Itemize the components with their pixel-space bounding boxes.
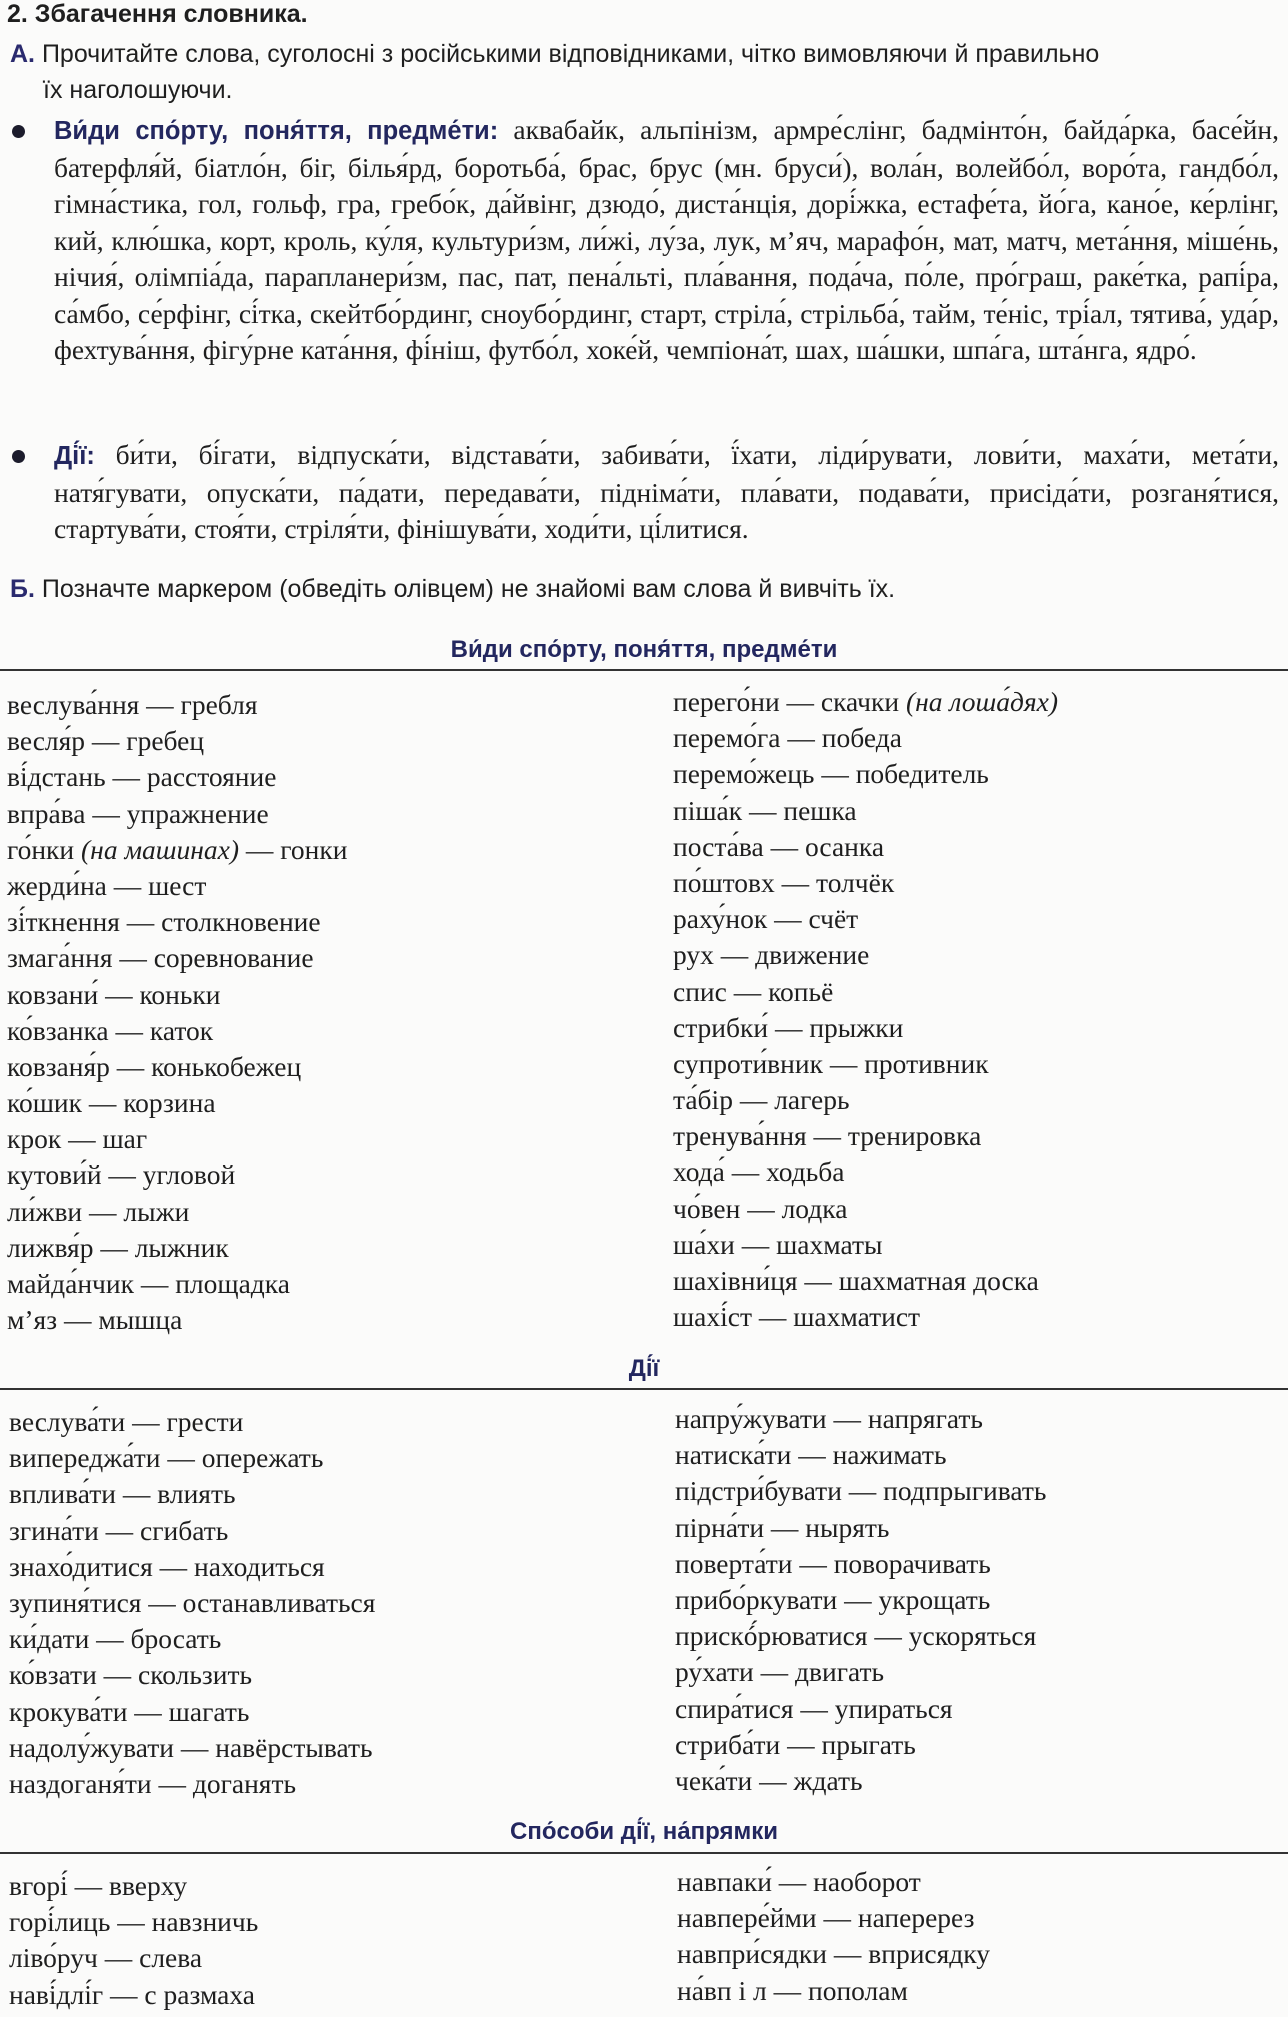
vocab-row: стриба́ти — прыгать xyxy=(675,1728,916,1760)
vocab-row: пірна́ти — нырять xyxy=(675,1511,890,1543)
vocab-row: ковзани́ — коньки xyxy=(7,978,221,1010)
vocab-row: ко́взати — скользить xyxy=(9,1659,253,1691)
vocab-row: підстри́бувати — подпрыгивать xyxy=(675,1475,1047,1507)
vocab-row: майда́нчик — площадка xyxy=(7,1268,290,1299)
table1-right-column xyxy=(673,684,1058,1335)
vocab-row: крокува́ти — шагать xyxy=(9,1695,250,1727)
task-b-text: Позначте маркером (обведіть олівцем) не знайомі вам слова й вивчіть їх. xyxy=(41,575,896,603)
table1-left-column xyxy=(7,687,347,1338)
vocab-row: зі́ткнення — столкновение xyxy=(7,906,321,938)
vocab-row: та́бір — лагерь xyxy=(673,1084,850,1116)
vocab-row: перего́ни — скачки (на лоша́дях) xyxy=(673,686,1059,717)
sport-words-text: аквабайк, альпінізм, армре́слінг, бадмінто́н, байда́рка, басе́йн, батерфля́й, біатло́н, біг, білья́рд, боротьба́, брас, брус (мн. бруси́), вола́н, волейбо́л, воро́та, гандбо́л, гімна́стика, гол, гольф, гра, гребо́к, да́йвінг, дзюдо́, диста́нція, дорі́жка, естафе́та, йо́га, кано́е, ке́рлінг, кий, клю́шка, корт, кроль, ку́ля, культури́зм, ли́жі, лу́за, лук, м’яч, марафо́н, мат, матч, мета́ння, міше́нь, нічия́, олімпіа́да, парапланери́зм, пас, пат, пена́льті, пла́вання, пода́ча, по́ле, про́граш, раке́тка, рапі́ра, са́мбо, се́рфінг, сі́тка, скейтбо́рдинг, сноубо́рдинг, старт, стріла́, стрільба́, тайм, те́ніс, трі́ал, тятива́, уда́р, фехтува́ння, фігу́рне ката́ння, фі́ніш, футбо́л, хоке́й, чемпіона́т, шах, ша́шки, шпа́га, шта́нга, ядро́. xyxy=(54,114,1279,365)
table1-rule xyxy=(0,669,1288,671)
vocab-row: го́нки (на машинах) — гонки xyxy=(7,833,348,865)
vocab-row: вгорі́ — вверху xyxy=(9,1870,188,1901)
vocab-row: крок — шаг xyxy=(7,1123,148,1155)
vocab-row: ко́взанка — каток xyxy=(7,1014,214,1046)
vocab-row: хода́ — ходьба xyxy=(673,1156,845,1188)
vocab-row: змага́ння — соревнование xyxy=(7,942,314,974)
vocab-row: чо́вен — лодка xyxy=(673,1192,848,1224)
vocab-row: згина́ти — сгибать xyxy=(9,1514,229,1546)
vocab-row: вплива́ти — влиять xyxy=(9,1478,236,1510)
vocab-row: прискó́рюватися — ускоряться xyxy=(675,1620,1037,1652)
table2-title: Ді́ї xyxy=(628,1355,660,1382)
vocab-row: по́штовх — толчёк xyxy=(673,866,895,898)
action-words-text: би́ти, бі́гати, відпуска́ти, відстава́ти, забива́ти, ї́хати, ліди́рувати, лови́ти, маха́ти, мета́ти, натя́гувати, опуска́ти, па́дати, передава́ти, підніма́ти, пла́вати, подава́ти, присіда́ти, розганя́тися, стартува́ти, стоя́ти, стріля́ти, фінішува́ти, ходи́ти, ці́литися. xyxy=(54,439,1279,544)
vocab-row: наздоганя́ти — доганять xyxy=(9,1767,297,1799)
vocab-row: ру́хати — двигать xyxy=(675,1656,885,1688)
vocab-row: прибо́ркувати — укрощать xyxy=(675,1583,991,1615)
task-b-letter: Б. xyxy=(10,575,35,603)
vocab-row: впра́ва — упражнение xyxy=(7,797,269,829)
vocab-row: ли́жви — лыжи xyxy=(7,1195,190,1227)
section-title: 2. Збагачення словника. xyxy=(7,0,308,28)
vocab-row: веслува́ти — грести xyxy=(9,1406,244,1437)
vocab-row: спис — копьё xyxy=(673,975,834,1007)
action-words-paragraph xyxy=(54,437,1279,548)
task-b xyxy=(10,575,895,604)
sport-words-paragraph xyxy=(54,112,1279,369)
vocab-row: лижвя́р — лыжник xyxy=(7,1231,229,1263)
vocab-row: ки́дати — бросать xyxy=(9,1623,222,1655)
vocab-row: супроти́вник — противник xyxy=(673,1047,989,1079)
task-a-line1: Прочитайте слова, суголосні з російськими відповідниками, чітко вимовляючи й правильно xyxy=(41,40,1100,68)
task-a-line2: їх наголошуючи. xyxy=(43,76,233,104)
vocab-row: ша́хи — шахматы xyxy=(673,1228,883,1260)
vocab-row: ковзаня́р — конькобежец xyxy=(7,1050,302,1082)
vocab-row: горі́лиць — навзничь xyxy=(9,1906,259,1938)
vocab-row: весля́р — гребец xyxy=(7,725,205,757)
task-a xyxy=(10,36,1278,108)
vocab-row: чека́ти — ждать xyxy=(675,1764,863,1796)
table3-title: Спо́соби ді́ї, на́прямки xyxy=(510,1818,778,1845)
vocab-row: зупиня́тися — останавливаться xyxy=(9,1586,376,1618)
vocab-row: напру́жувати — напрягать xyxy=(675,1403,983,1434)
vocab-row: ліво́руч — слева xyxy=(9,1942,203,1974)
task-a-letter: А. xyxy=(10,40,35,68)
vocab-row: навпаки́ — наоборот xyxy=(677,1866,921,1897)
vocab-row: на́вп і л — пополам xyxy=(677,1974,908,2006)
vocab-row: навпри́сядки — вприсядку xyxy=(677,1938,991,1970)
sport-words-lead: Ви́ди спо́рту, поня́ття, предме́ти: xyxy=(54,117,499,145)
vocab-row: наві́длі́г — с размаха xyxy=(9,1978,255,2010)
table3-right-column xyxy=(677,1864,990,2009)
vocab-row: веслува́ння — гребля xyxy=(7,689,258,720)
vocab-row: раху́нок — счёт xyxy=(673,903,859,935)
vocab-row: тренува́ння — тренировка xyxy=(673,1120,982,1152)
vocab-row: рух — движение xyxy=(673,939,870,971)
vocab-row: кутови́й — угловой xyxy=(7,1159,236,1191)
vocab-row: випереджа́ти — опережать xyxy=(9,1442,324,1474)
table2-right-column xyxy=(675,1401,1046,1799)
bullet-icon xyxy=(12,450,25,463)
table3-left-column xyxy=(9,1868,258,2013)
table1-title: Ви́ди спо́рту, поня́ття, предме́ти xyxy=(450,636,838,663)
vocab-row: ко́шик — корзина xyxy=(7,1087,216,1119)
vocab-row: поверта́ти — поворачивать xyxy=(675,1547,991,1579)
vocab-row: стрибки́ — прыжки xyxy=(673,1011,904,1043)
vocab-row: ві́дстань — расстояние xyxy=(7,761,277,793)
table2-left-column xyxy=(9,1404,375,1802)
action-words-lead: Ді́ї: xyxy=(54,442,95,470)
vocab-row: надолу́жувати — навёрстывать xyxy=(9,1731,373,1763)
table2-rule xyxy=(0,1388,1288,1390)
vocab-row: шахівни́ця — шахматная доска xyxy=(673,1265,1039,1296)
vocab-row: шахі́ст — шахматист xyxy=(673,1301,921,1333)
vocab-row: спира́тися — упираться xyxy=(675,1692,953,1724)
table3-rule xyxy=(0,1852,1288,1854)
vocab-row: жерди́на — шест xyxy=(7,869,207,901)
vocab-row: поста́ва — осанка xyxy=(673,830,885,862)
vocab-row: м’яз — мышца xyxy=(7,1304,183,1336)
vocab-row: перемо́га — победа xyxy=(673,722,902,754)
vocab-row: знахо́дитися — находиться xyxy=(9,1550,325,1582)
vocab-row: піша́к — пешка xyxy=(673,794,857,826)
bullet-icon xyxy=(12,125,25,138)
vocab-row: перемо́жець — победитель xyxy=(673,758,989,790)
vocab-row: натиска́ти — нажимать xyxy=(675,1439,947,1471)
vocab-row: навпере́йми — наперерез xyxy=(677,1902,975,1934)
